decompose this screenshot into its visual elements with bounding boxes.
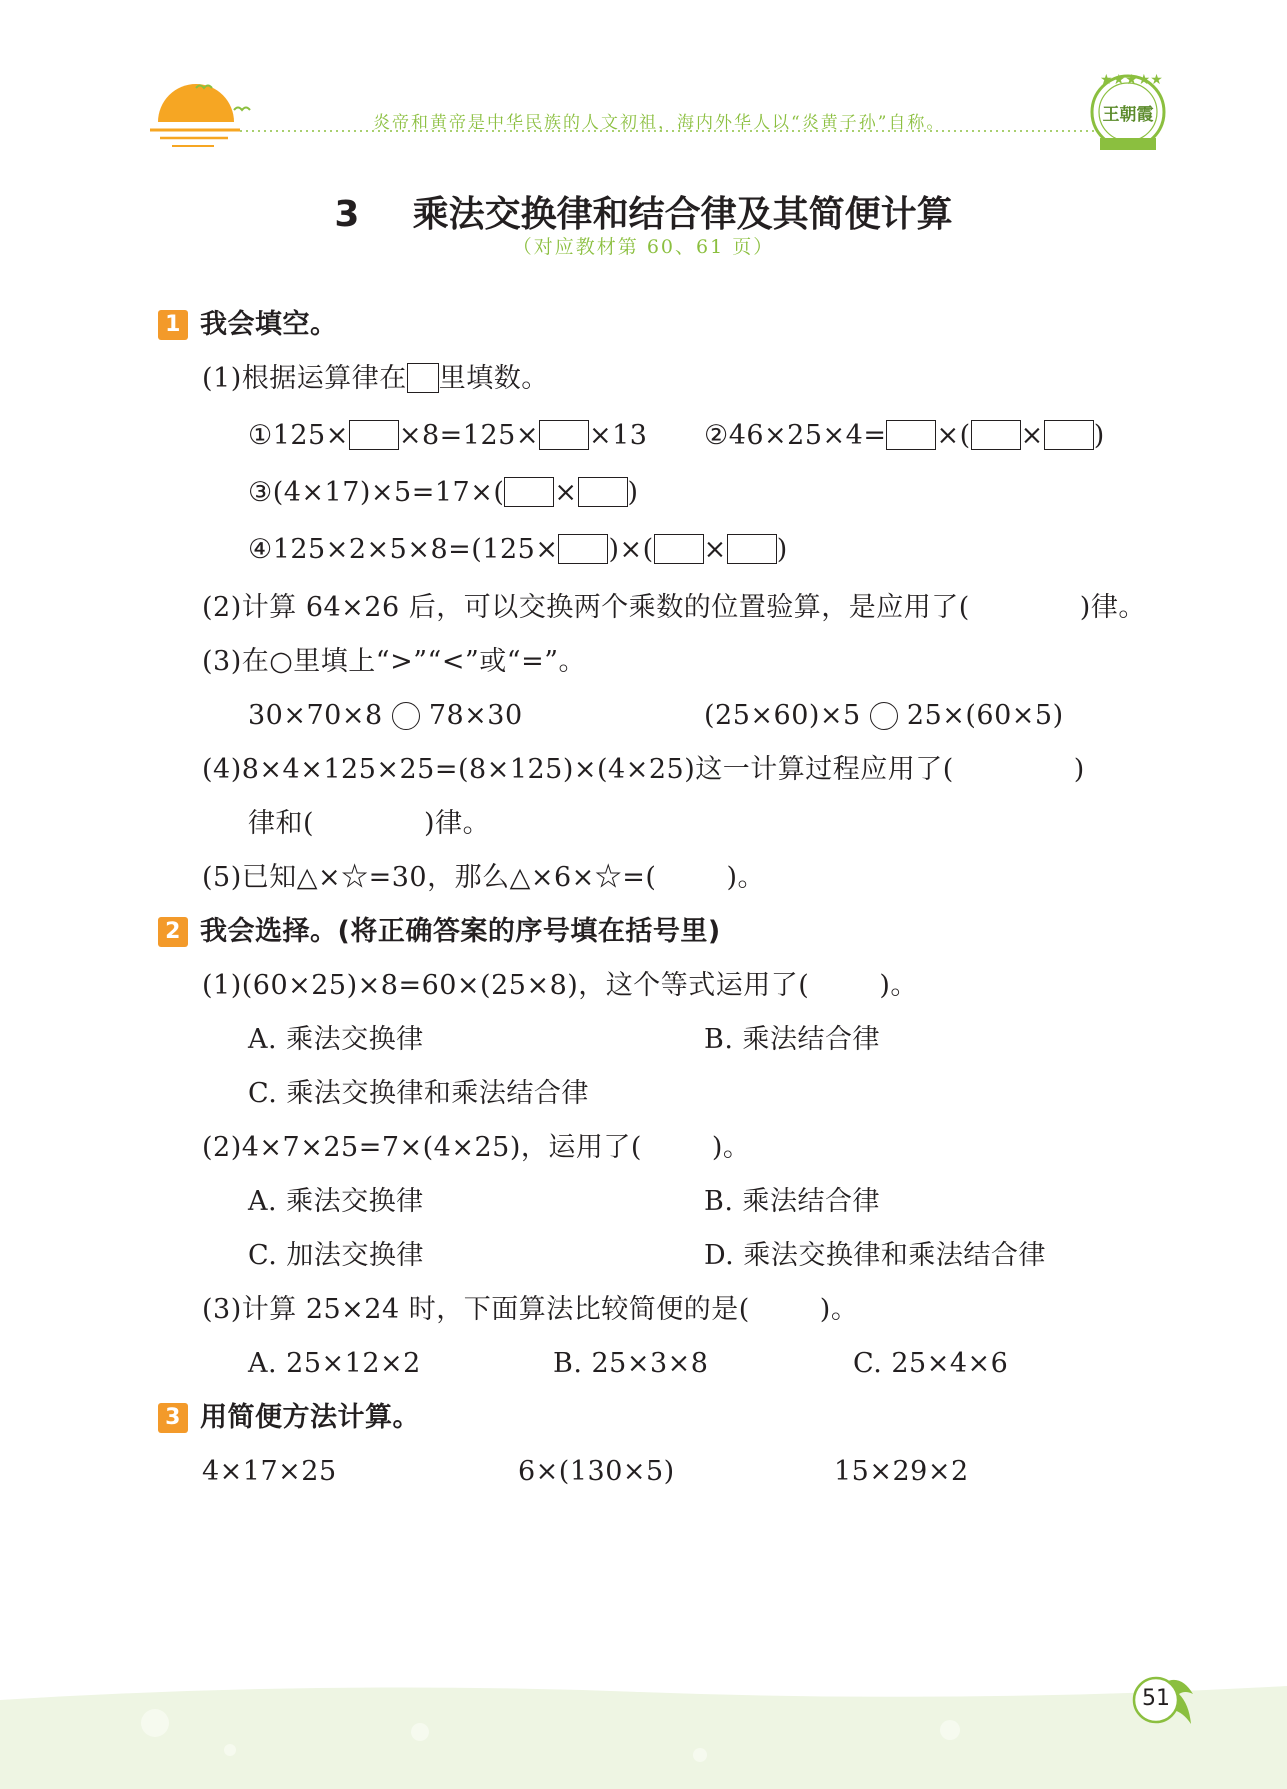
option-c: C. 加法交换律 <box>248 1240 424 1271</box>
section-1-heading: 1 我会填空。 <box>158 307 338 343</box>
s1-q1-a: ①125× ×8=125× ×13 <box>248 420 648 451</box>
calc-problem: 15×29×2 <box>834 1456 969 1487</box>
page-subtitle: （对应教材第 60、61 页） <box>512 236 775 258</box>
logo-text: 王朝霞 <box>1102 105 1154 125</box>
answer-box <box>407 363 439 393</box>
s1-q4-line2: 律和( )律。 <box>248 808 491 839</box>
option-b: B. 乘法结合律 <box>704 1186 881 1217</box>
answer-box[interactable] <box>578 477 628 507</box>
answer-box[interactable] <box>654 534 704 564</box>
answer-box[interactable] <box>558 534 608 564</box>
header-motto: 炎帝和黄帝是中华民族的人文初祖，海内外华人以“炎黄子孙”自称。 <box>373 113 946 133</box>
bird-icon <box>234 108 250 111</box>
section-badge: 2 <box>158 917 188 947</box>
compare-circle[interactable] <box>870 702 898 730</box>
s1-q5: (5)已知△×☆=30，那么△×6×☆=( )。 <box>202 862 766 893</box>
option-b: B. 25×3×8 <box>553 1348 709 1379</box>
option-a: A. 25×12×2 <box>248 1348 421 1379</box>
compare-circle[interactable] <box>392 702 420 730</box>
answer-box[interactable] <box>971 420 1021 450</box>
calc-problem: 4×17×25 <box>202 1456 337 1487</box>
s1-q3-left: 30×70×8 78×30 <box>248 700 523 731</box>
answer-box[interactable] <box>504 477 554 507</box>
s1-q1-d: ④125×2×5×8=(125× )×( × ) <box>248 534 788 565</box>
option-a: A. 乘法交换律 <box>248 1024 424 1055</box>
option-b: B. 乘法结合律 <box>704 1024 881 1055</box>
answer-box[interactable] <box>727 534 777 564</box>
page-number: 51 <box>1142 1686 1170 1711</box>
s2-q2: (2)4×7×25=7×(4×25)，运用了( )。 <box>202 1132 751 1163</box>
svg-text:★★★★★: ★★★★★ <box>1100 72 1163 88</box>
answer-box[interactable] <box>349 420 399 450</box>
section-badge: 3 <box>158 1403 188 1433</box>
s2-q3: (3)计算 25×24 时，下面算法比较简便的是( )。 <box>202 1294 859 1325</box>
s1-q3-right: (25×60)×5 25×(60×5) <box>704 700 1064 731</box>
answer-box[interactable] <box>539 420 589 450</box>
page-title <box>0 186 1287 237</box>
sun-icon <box>158 84 234 122</box>
s1-q1-b: ②46×25×4= ×( × ) <box>704 420 1105 451</box>
footer-decoration <box>0 1660 1287 1789</box>
calc-problem: 6×(130×5) <box>518 1456 675 1487</box>
s1-q1-prompt: (1)根据运算律在 里填数。 <box>202 363 549 394</box>
s1-q3: (3)在○里填上“>”“<”或“=”。 <box>202 646 586 677</box>
answer-box[interactable] <box>886 420 936 450</box>
answer-box[interactable] <box>1044 420 1094 450</box>
s1-q4: (4)8×4×125×25=(8×125)×(4×25)这一计算过程应用了( ) <box>202 754 1085 785</box>
title-number: 3 <box>334 194 360 235</box>
title-text: 乘法交换律和结合律及其简便计算 <box>412 194 953 235</box>
header-decoration <box>0 0 1287 170</box>
option-c: C. 乘法交换律和乘法结合律 <box>248 1078 589 1109</box>
s1-q1-c: ③(4×17)×5=17×( × ) <box>248 477 639 508</box>
option-d: D. 乘法交换律和乘法结合律 <box>704 1240 1046 1271</box>
section-2-heading: 2 我会选择。(将正确答案的序号填在括号里) <box>158 914 721 950</box>
section-badge: 1 <box>158 310 188 340</box>
option-a: A. 乘法交换律 <box>248 1186 424 1217</box>
s2-q1: (1)(60×25)×8=60×(25×8)，这个等式运用了( )。 <box>202 970 918 1001</box>
option-c: C. 25×4×6 <box>853 1348 1009 1379</box>
s1-q2: (2)计算 64×26 后，可以交换两个乘数的位置验算，是应用了( )律。 <box>202 592 1146 623</box>
section-3-heading: 3 用简便方法计算。 <box>158 1400 420 1436</box>
